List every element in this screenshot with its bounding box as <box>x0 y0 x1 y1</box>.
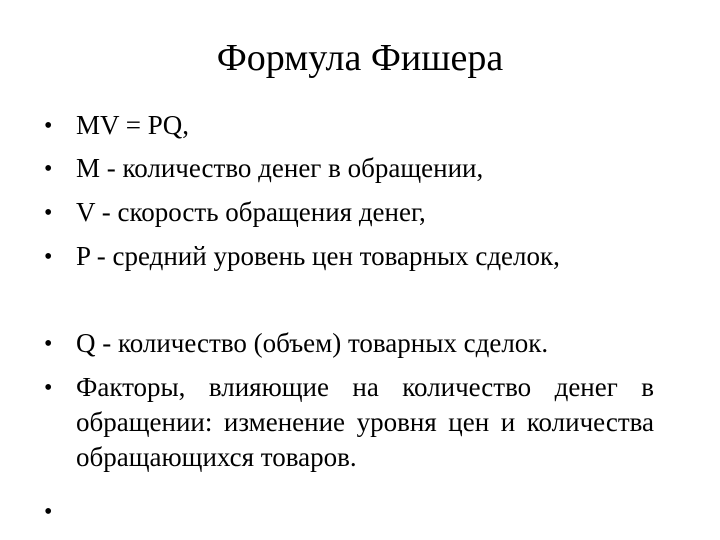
bullet-text: Факторы, влияющие на количество денег в обращении: изменение уровня цен и количества обращающихся товаров. <box>76 372 654 472</box>
bullet-icon: • <box>44 499 53 525</box>
bullet-icon: • <box>44 244 53 270</box>
bullet-icon: • <box>44 200 53 226</box>
bullet-icon: • <box>44 331 53 357</box>
bullet-text: V - скорость обращения денег, <box>76 197 426 227</box>
bullet-text: Q - количество (объем) товарных сделок. <box>76 328 549 358</box>
bullet-icon: • <box>44 375 53 401</box>
bullet-icon: • <box>44 156 53 182</box>
bullet-icon: • <box>44 113 53 139</box>
slide-title: Формула Фишера <box>216 37 504 79</box>
bullet-text: M - количество денег в обращении, <box>76 153 484 183</box>
bullet-text: MV = PQ, <box>76 110 190 140</box>
bullet-text: P - средний уровень цен товарных сделок, <box>76 241 560 271</box>
